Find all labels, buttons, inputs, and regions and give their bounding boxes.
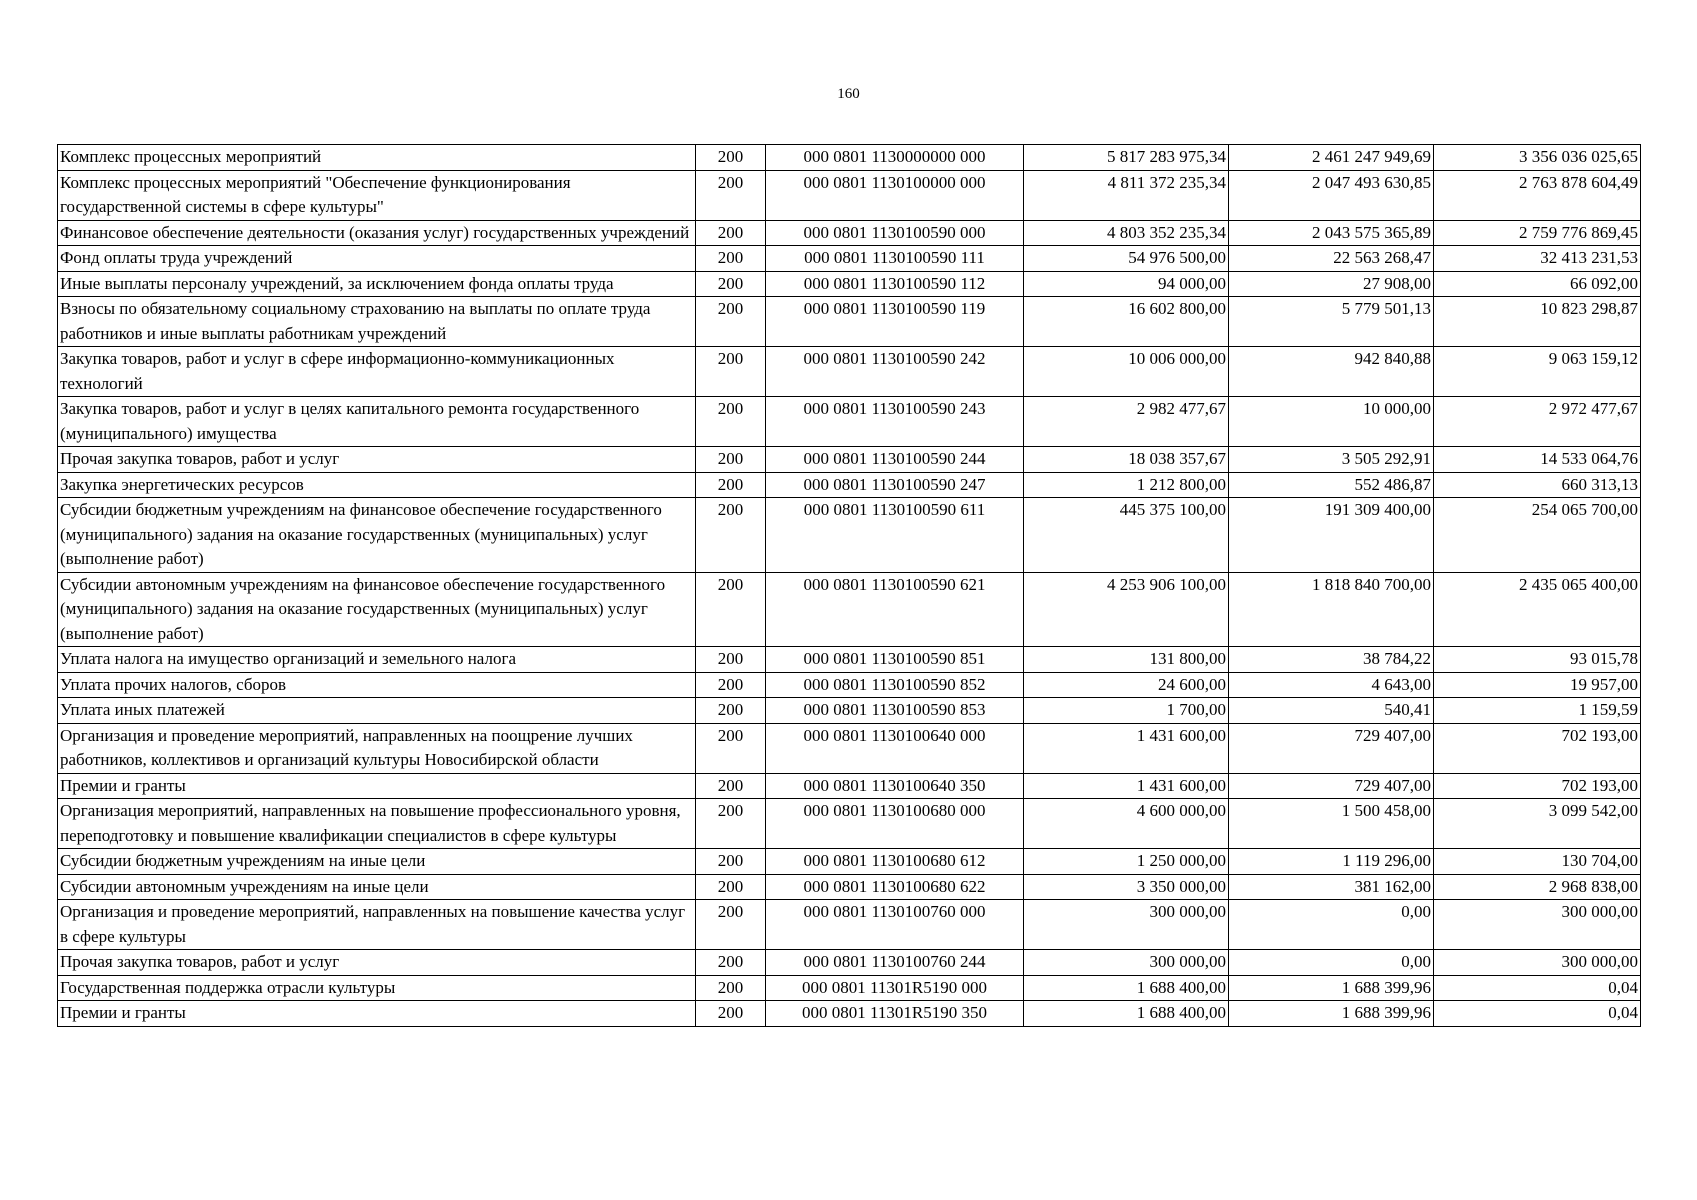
row-remaining-amount: 3 356 036 025,65 [1434,145,1641,171]
row-admin-code: 200 [696,849,766,875]
row-name: Уплата прочих налогов, сборов [58,672,696,698]
row-budget-code: 000 0801 1130100680 622 [766,874,1024,900]
table-row [58,950,1641,976]
row-admin-code: 200 [696,447,766,473]
row-remaining-amount: 32 413 231,53 [1434,246,1641,272]
row-admin-code: 200 [696,297,766,347]
row-budget-code: 000 0801 1130100760 000 [766,900,1024,950]
row-budget-code: 000 0801 1130100640 350 [766,773,1024,799]
row-budget-code: 000 0801 1130100640 000 [766,723,1024,773]
row-executed-amount: 38 784,22 [1229,647,1434,673]
row-approved-amount: 4 253 906 100,00 [1024,572,1229,647]
row-remaining-amount: 3 099 542,00 [1434,799,1641,849]
table-row [58,246,1641,272]
row-name: Субсидии бюджетным учреждениям на иные цели [58,849,696,875]
row-budget-code: 000 0801 1130100590 244 [766,447,1024,473]
row-approved-amount: 4 803 352 235,34 [1024,220,1229,246]
row-admin-code: 200 [696,874,766,900]
row-approved-amount: 1 431 600,00 [1024,773,1229,799]
row-budget-code: 000 0801 1130100000 000 [766,170,1024,220]
row-name: Государственная поддержка отрасли культуры [58,975,696,1001]
row-name: Закупка товаров, работ и услуг в сфере информационно-коммуникационных технологий [58,347,696,397]
row-executed-amount: 5 779 501,13 [1229,297,1434,347]
table-row [58,723,1641,773]
row-admin-code: 200 [696,347,766,397]
row-budget-code: 000 0801 1130100590 621 [766,572,1024,647]
row-approved-amount: 18 038 357,67 [1024,447,1229,473]
row-name: Прочая закупка товаров, работ и услуг [58,447,696,473]
row-executed-amount: 552 486,87 [1229,472,1434,498]
table-row [58,472,1641,498]
row-name: Комплекс процессных мероприятий "Обеспечение функционирования государственной системы в сфере культуры" [58,170,696,220]
table-row [58,773,1641,799]
row-admin-code: 200 [696,950,766,976]
row-executed-amount: 1 119 296,00 [1229,849,1434,875]
row-approved-amount: 445 375 100,00 [1024,498,1229,573]
row-remaining-amount: 14 533 064,76 [1434,447,1641,473]
row-budget-code: 000 0801 1130100680 000 [766,799,1024,849]
row-approved-amount: 1 700,00 [1024,698,1229,724]
row-approved-amount: 4 811 372 235,34 [1024,170,1229,220]
row-name: Премии и гранты [58,1001,696,1027]
row-budget-code: 000 0801 11301R5190 000 [766,975,1024,1001]
row-admin-code: 200 [696,472,766,498]
row-executed-amount: 3 505 292,91 [1229,447,1434,473]
row-name: Субсидии бюджетным учреждениям на финансовое обеспечение государственного (муниципального) задания на оказание государственных (муниципальных) услуг (выполнение работ) [58,498,696,573]
row-admin-code: 200 [696,572,766,647]
row-admin-code: 200 [696,1001,766,1027]
row-name: Субсидии автономным учреждениям на иные цели [58,874,696,900]
table-row [58,297,1641,347]
table-row [58,1001,1641,1027]
row-approved-amount: 1 250 000,00 [1024,849,1229,875]
row-admin-code: 200 [696,271,766,297]
table-row [58,647,1641,673]
budget-table-body [58,145,1641,1027]
table-row [58,799,1641,849]
table-row [58,975,1641,1001]
row-approved-amount: 24 600,00 [1024,672,1229,698]
row-budget-code: 000 0801 1130100590 247 [766,472,1024,498]
row-admin-code: 200 [696,246,766,272]
row-name: Комплекс процессных мероприятий [58,145,696,171]
row-remaining-amount: 702 193,00 [1434,723,1641,773]
row-executed-amount: 2 047 493 630,85 [1229,170,1434,220]
row-executed-amount: 381 162,00 [1229,874,1434,900]
row-name: Субсидии автономным учреждениям на финансовое обеспечение государственного (муниципального) задания на оказание государственных (муниципальных) услуг (выполнение работ) [58,572,696,647]
row-remaining-amount: 1 159,59 [1434,698,1641,724]
row-name: Прочая закупка товаров, работ и услуг [58,950,696,976]
table-row [58,849,1641,875]
row-admin-code: 200 [696,799,766,849]
row-remaining-amount: 2 972 477,67 [1434,397,1641,447]
row-admin-code: 200 [696,220,766,246]
row-admin-code: 200 [696,975,766,1001]
table-row [58,220,1641,246]
row-remaining-amount: 300 000,00 [1434,950,1641,976]
row-remaining-amount: 702 193,00 [1434,773,1641,799]
row-approved-amount: 16 602 800,00 [1024,297,1229,347]
row-name: Организация и проведение мероприятий, направленных на повышение качества услуг в сфере культуры [58,900,696,950]
row-executed-amount: 1 500 458,00 [1229,799,1434,849]
row-budget-code: 000 0801 1130100680 612 [766,849,1024,875]
row-budget-code: 000 0801 1130100590 112 [766,271,1024,297]
row-admin-code: 200 [696,145,766,171]
table-row [58,145,1641,171]
row-approved-amount: 2 982 477,67 [1024,397,1229,447]
row-name: Закупка энергетических ресурсов [58,472,696,498]
row-admin-code: 200 [696,170,766,220]
table-row [58,498,1641,573]
row-approved-amount: 1 212 800,00 [1024,472,1229,498]
row-admin-code: 200 [696,900,766,950]
table-row [58,874,1641,900]
row-remaining-amount: 2 968 838,00 [1434,874,1641,900]
row-remaining-amount: 9 063 159,12 [1434,347,1641,397]
row-approved-amount: 4 600 000,00 [1024,799,1229,849]
page-number: 160 [837,86,860,102]
row-approved-amount: 1 688 400,00 [1024,1001,1229,1027]
row-remaining-amount: 0,04 [1434,1001,1641,1027]
row-budget-code: 000 0801 1130000000 000 [766,145,1024,171]
row-executed-amount: 729 407,00 [1229,723,1434,773]
row-name: Иные выплаты персоналу учреждений, за исключением фонда оплаты труда [58,271,696,297]
row-executed-amount: 0,00 [1229,900,1434,950]
table-row [58,572,1641,647]
row-budget-code: 000 0801 1130100760 244 [766,950,1024,976]
table-row [58,900,1641,950]
row-budget-code: 000 0801 1130100590 853 [766,698,1024,724]
row-name: Фонд оплаты труда учреждений [58,246,696,272]
row-admin-code: 200 [696,723,766,773]
row-name: Финансовое обеспечение деятельности (оказания услуг) государственных учреждений [58,220,696,246]
row-name: Закупка товаров, работ и услуг в целях капитального ремонта государственного (муниципального) имущества [58,397,696,447]
row-executed-amount: 2 461 247 949,69 [1229,145,1434,171]
row-approved-amount: 5 817 283 975,34 [1024,145,1229,171]
row-remaining-amount: 2 435 065 400,00 [1434,572,1641,647]
row-remaining-amount: 660 313,13 [1434,472,1641,498]
row-approved-amount: 3 350 000,00 [1024,874,1229,900]
row-admin-code: 200 [696,647,766,673]
row-budget-code: 000 0801 1130100590 242 [766,347,1024,397]
row-remaining-amount: 66 092,00 [1434,271,1641,297]
row-approved-amount: 131 800,00 [1024,647,1229,673]
row-name: Организация и проведение мероприятий, направленных на поощрение лучших работников, коллективов и организаций культуры Новосибирской области [58,723,696,773]
row-remaining-amount: 2 759 776 869,45 [1434,220,1641,246]
row-admin-code: 200 [696,672,766,698]
row-budget-code: 000 0801 11301R5190 350 [766,1001,1024,1027]
row-executed-amount: 1 818 840 700,00 [1229,572,1434,647]
row-name: Организация мероприятий, направленных на повышение профессионального уровня, переподготовку и повышение квалификации специалистов в сфере культуры [58,799,696,849]
table-row [58,347,1641,397]
row-approved-amount: 1 688 400,00 [1024,975,1229,1001]
row-remaining-amount: 300 000,00 [1434,900,1641,950]
row-executed-amount: 22 563 268,47 [1229,246,1434,272]
row-approved-amount: 10 006 000,00 [1024,347,1229,397]
row-executed-amount: 729 407,00 [1229,773,1434,799]
row-name: Уплата иных платежей [58,698,696,724]
row-executed-amount: 942 840,88 [1229,347,1434,397]
row-budget-code: 000 0801 1130100590 611 [766,498,1024,573]
row-executed-amount: 1 688 399,96 [1229,1001,1434,1027]
row-remaining-amount: 0,04 [1434,975,1641,1001]
row-approved-amount: 54 976 500,00 [1024,246,1229,272]
row-executed-amount: 191 309 400,00 [1229,498,1434,573]
row-budget-code: 000 0801 1130100590 119 [766,297,1024,347]
budget-table [57,144,1641,1027]
row-admin-code: 200 [696,698,766,724]
row-approved-amount: 94 000,00 [1024,271,1229,297]
row-remaining-amount: 10 823 298,87 [1434,297,1641,347]
row-approved-amount: 300 000,00 [1024,950,1229,976]
row-remaining-amount: 93 015,78 [1434,647,1641,673]
row-executed-amount: 1 688 399,96 [1229,975,1434,1001]
table-row [58,170,1641,220]
row-admin-code: 200 [696,397,766,447]
row-approved-amount: 300 000,00 [1024,900,1229,950]
row-name: Премии и гранты [58,773,696,799]
table-row [58,672,1641,698]
row-executed-amount: 10 000,00 [1229,397,1434,447]
row-name: Взносы по обязательному социальному страхованию на выплаты по оплате труда работников и иные выплаты работникам учреждений [58,297,696,347]
table-row [58,397,1641,447]
row-budget-code: 000 0801 1130100590 111 [766,246,1024,272]
row-executed-amount: 2 043 575 365,89 [1229,220,1434,246]
row-budget-code: 000 0801 1130100590 851 [766,647,1024,673]
row-budget-code: 000 0801 1130100590 243 [766,397,1024,447]
row-executed-amount: 4 643,00 [1229,672,1434,698]
row-budget-code: 000 0801 1130100590 000 [766,220,1024,246]
row-admin-code: 200 [696,498,766,573]
table-row [58,447,1641,473]
row-name: Уплата налога на имущество организаций и земельного налога [58,647,696,673]
row-remaining-amount: 130 704,00 [1434,849,1641,875]
row-remaining-amount: 19 957,00 [1434,672,1641,698]
row-remaining-amount: 2 763 878 604,49 [1434,170,1641,220]
row-approved-amount: 1 431 600,00 [1024,723,1229,773]
table-row [58,271,1641,297]
row-budget-code: 000 0801 1130100590 852 [766,672,1024,698]
row-remaining-amount: 254 065 700,00 [1434,498,1641,573]
row-executed-amount: 540,41 [1229,698,1434,724]
row-admin-code: 200 [696,773,766,799]
row-executed-amount: 27 908,00 [1229,271,1434,297]
row-executed-amount: 0,00 [1229,950,1434,976]
table-row [58,698,1641,724]
